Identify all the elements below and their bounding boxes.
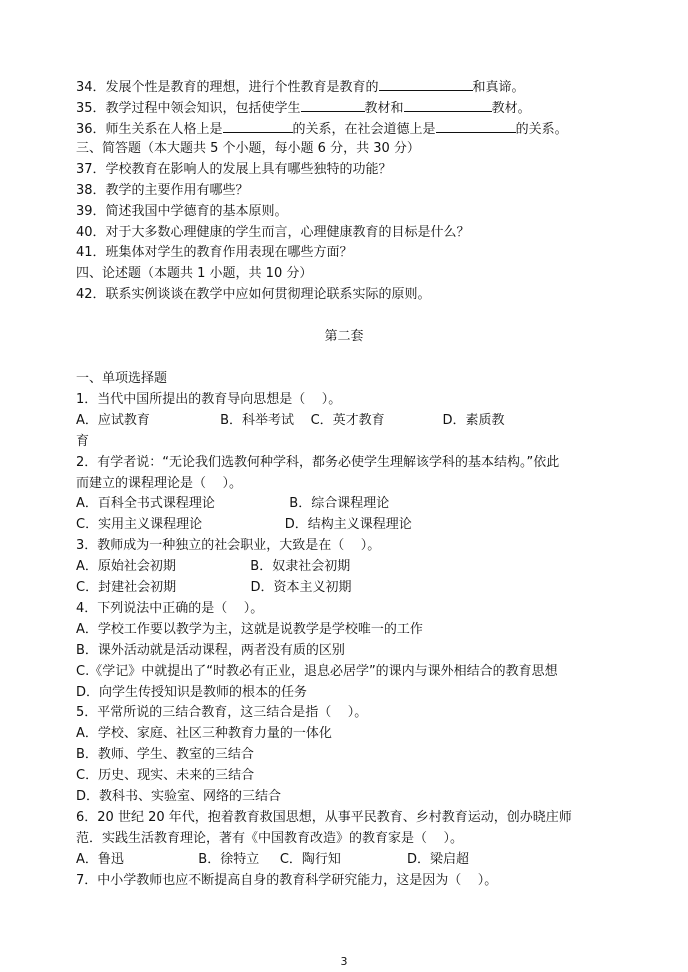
text-line — [76, 619, 423, 640]
line-text: B．课外活动就是活动课程，两者没有质的区别 — [76, 642, 345, 658]
line-text: 35．教学过程中领会知识，包括使学生 — [76, 100, 301, 116]
line-text: A．学校、家庭、社区三种教育力量的一体化 — [76, 726, 332, 742]
text-line — [76, 118, 568, 140]
text-line — [76, 493, 389, 514]
line-text: 34．发展个性是教育的理想，进行个性教育是教育的 — [76, 80, 379, 95]
text-line — [76, 431, 89, 452]
line-text: 的关系，在社会道德上是 — [292, 121, 436, 137]
fill-in-blank — [379, 76, 473, 91]
text-line — [76, 744, 254, 765]
line-text: C．实用主义课程理论 D．结构主义课程理论 — [76, 517, 412, 533]
text-line — [76, 870, 497, 891]
text-line — [76, 97, 531, 119]
line-text: 41．班集体对学生的教育作用表现在哪些方面？ — [76, 245, 353, 261]
line-text: 三、简答题（本大题共 5 个小题，每小题 6 分，共 30 分） — [76, 141, 420, 157]
page-number: 3 — [340, 955, 348, 968]
text-line — [76, 786, 281, 807]
text-line — [76, 577, 351, 598]
text-line — [76, 201, 288, 222]
line-text: 一、单项选择题 — [76, 371, 168, 386]
text-line — [76, 263, 312, 284]
line-text: A．原始社会初期 B．奴隶社会初期 — [76, 559, 351, 575]
text-line — [76, 807, 572, 828]
line-text: 37．学校教育在影响人的发展上具有哪些独特的功能？ — [76, 162, 392, 178]
text-line — [76, 138, 420, 159]
line-text: 育 — [76, 433, 90, 449]
fill-in-blank — [404, 97, 492, 112]
text-line — [76, 389, 341, 410]
section-title: 第二套 — [324, 329, 364, 344]
line-text: 教材。 — [491, 100, 531, 116]
line-text: 2．有学者说：“无论我们选教何种学科，都务必使学生理解该学科的基本结构。”依此 — [76, 454, 560, 470]
line-text: 而建立的课程理论是（ ）。 — [76, 475, 243, 491]
line-text: D．教科书、实验室、网络的三结合 — [76, 789, 282, 804]
line-text: A．学校工作要以教学为主，这就是说教学是学校唯一的工作 — [76, 621, 423, 637]
line-text: 和真谛。 — [472, 80, 525, 95]
line-text: B．教师、学生、教室的三结合 — [76, 747, 254, 763]
text-line — [76, 76, 525, 98]
fill-in-blank — [436, 118, 516, 133]
text-line — [76, 598, 263, 619]
line-text: 的关系。 — [515, 121, 568, 137]
text-line — [76, 661, 558, 682]
line-text: C．封建社会初期 D．资本主义初期 — [76, 580, 352, 595]
text-line — [76, 682, 307, 703]
line-text: D．向学生传授知识是教师的根本的任务 — [76, 684, 308, 700]
line-text: 1．当代中国所提出的教育导向思想是（ ）。 — [76, 391, 342, 407]
text-line — [76, 723, 332, 744]
text-line — [76, 222, 470, 243]
text-line — [76, 514, 412, 535]
line-text: 36．师生关系在人格上是 — [76, 121, 223, 137]
line-text: 42．联系实例谈谈在教学中应如何贯彻理论联系实际的原则。 — [76, 287, 431, 302]
text-line — [76, 556, 350, 577]
text-line — [76, 765, 254, 786]
line-text: 范．实践生活教育理论，著有《中国教育改造》的教育家是（ ）。 — [76, 830, 464, 846]
text-line — [76, 410, 505, 431]
line-text: 3．教师成为一种独立的社会职业，大致是在（ ）。 — [76, 538, 381, 554]
line-text: 39．简述我国中学德育的基本原则。 — [76, 203, 288, 219]
line-text: C.《学记》中就提出了“时教必有正业，退息必居学”的课内与课外相结合的教育思想 — [76, 663, 558, 679]
line-text: 4．下列说法中正确的是（ ）。 — [76, 600, 264, 616]
text-line — [76, 535, 380, 556]
line-text: 40．对于大多数心理健康的学生而言，心理健康教育的目标是什么？ — [76, 224, 470, 240]
text-line — [76, 702, 367, 723]
line-text: 6．20 世纪 20 年代，抱着教育救国思想，从事平民教育、乡村教育运动，创办晓庄师 — [76, 809, 572, 825]
text-line — [76, 828, 463, 849]
line-text: A．鲁迅 B．徐特立 C．陶行知 D．梁启超 — [76, 851, 470, 867]
text-line — [76, 368, 167, 389]
text-line — [76, 284, 431, 305]
line-text: 38．教学的主要作用有哪些？ — [76, 183, 249, 198]
fill-in-blank — [223, 118, 293, 133]
text-line — [76, 159, 392, 180]
text-line — [76, 473, 242, 494]
line-text: 7．中小学教师也应不断提高自身的教育科学研究能力，这是因为（ ）。 — [76, 872, 498, 888]
fill-in-blank — [301, 97, 365, 112]
line-text: 教材和 — [364, 100, 404, 116]
text-line — [76, 180, 249, 201]
text-line — [76, 242, 353, 263]
text-line — [76, 640, 345, 661]
line-text: 5．平常所说的三结合教育，这三结合是指（ ）。 — [76, 705, 368, 721]
line-text: A．百科全书式课程理论 B．综合课程理论 — [76, 496, 390, 512]
text-line — [76, 452, 559, 473]
line-text: C．历史、现实、未来的三结合 — [76, 768, 255, 784]
line-text: A．应试教育 B．科举考试 C．英才教育 D．素质教 — [76, 412, 505, 428]
text-line — [76, 849, 469, 870]
line-text: 四、论述题（本题共 1 小题，共 10 分） — [76, 266, 313, 282]
